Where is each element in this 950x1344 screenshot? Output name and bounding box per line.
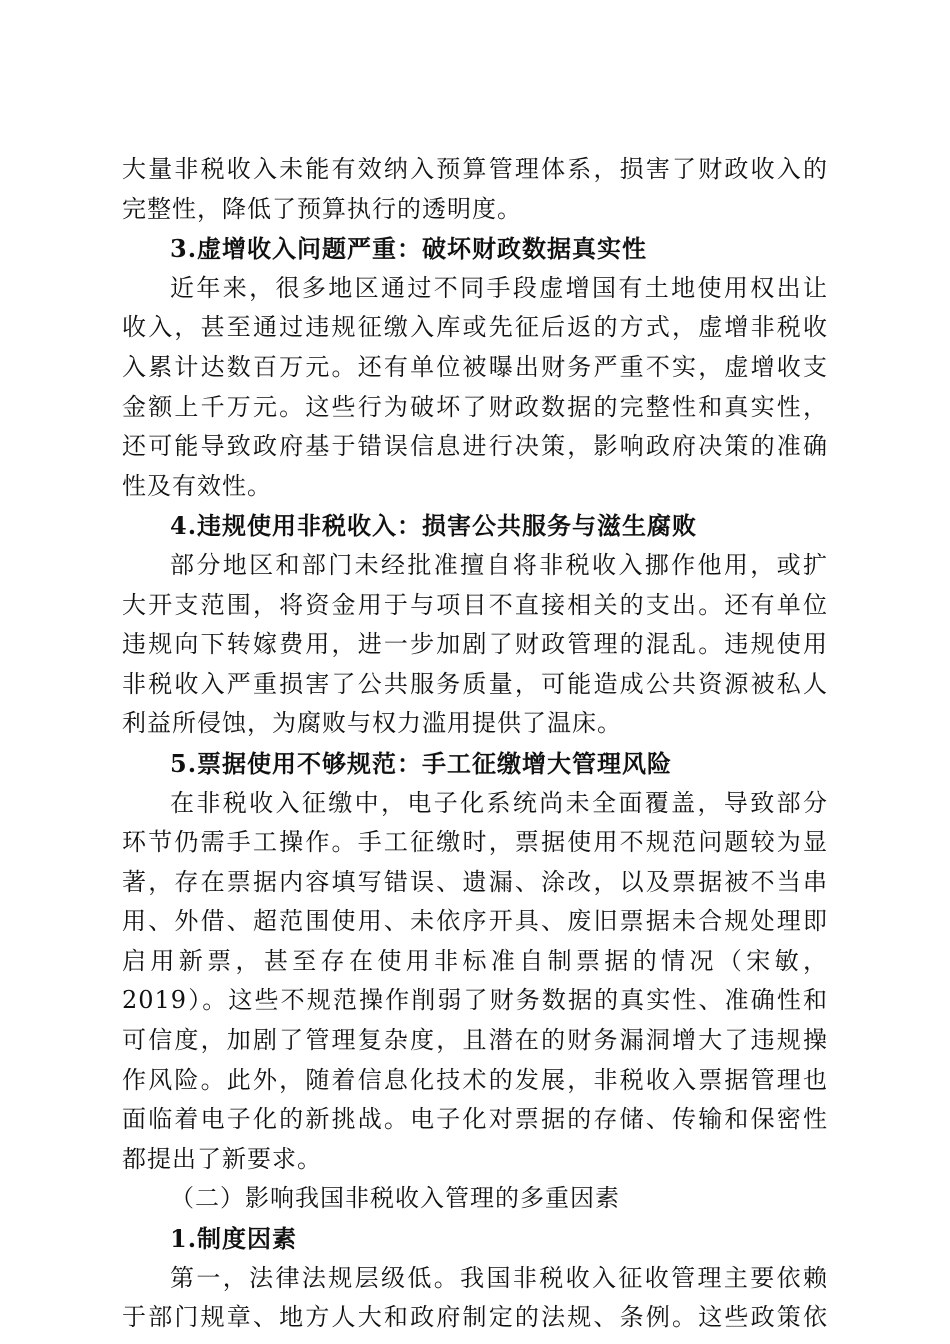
paragraph-line: 完整性，降低了预算执行的透明度。 <box>122 194 522 223</box>
paragraph-line: 还可能导致政府基于错误信息进行决策，影响政府决策的准确 <box>122 432 828 461</box>
paragraph-line: 可信度，加剧了管理复杂度，且潜在的财务漏洞增大了违规操 <box>122 1026 828 1055</box>
paragraph-line: 在非税收入征缴中，电子化系统尚未全面覆盖，导致部分 <box>170 788 828 817</box>
paragraph-line: 启用新票，甚至存在使用非标准自制票据的情况（宋敏， <box>122 946 828 975</box>
section-heading-2: （二）影响我国非税收入管理的多重因素 <box>170 1184 620 1213</box>
paragraph-line: 用、外借、超范围使用、未依序开具、废旧票据未合规处理即 <box>122 907 828 936</box>
subsection-heading-1: 1.制度因素 <box>170 1224 298 1254</box>
paragraph-line: 2019）。这些不规范操作削弱了财务数据的真实性、准确性和 <box>122 986 828 1015</box>
paragraph-line: 于部门规章、地方人大和政府制定的法规、条例。这些政策依 <box>122 1303 828 1332</box>
subsection-heading-4: 4.违规使用非税收入：损害公共服务与滋生腐败 <box>170 511 698 541</box>
document-page <box>122 150 828 1338</box>
paragraph-line: 环节仍需手工操作。手工征缴时，票据使用不规范问题较为显 <box>122 828 828 857</box>
subsection-heading-5: 5.票据使用不够规范：手工征缴增大管理风险 <box>170 748 673 778</box>
paragraph-line: 部分地区和部门未经批准擅自将非税收入挪作他用，或扩 <box>170 550 828 579</box>
paragraph-line: 违规向下转嫁费用，进一步加剧了财政管理的混乱。违规使用 <box>122 630 828 659</box>
paragraph-line: 性及有效性。 <box>122 471 272 500</box>
paragraph-line: 收入，甚至通过违规征缴入库或先征后返的方式，虚增非税收 <box>122 313 828 342</box>
paragraph-line: 第一，法律法规层级低。我国非税收入征收管理主要依赖 <box>170 1263 828 1292</box>
paragraph-line: 非税收入严重损害了公共服务质量，可能造成公共资源被私人 <box>122 669 828 698</box>
paragraph-line: 大开支范围，将资金用于与项目不直接相关的支出。还有单位 <box>122 590 828 619</box>
paragraph-line: 近年来，很多地区通过不同手段虚增国有土地使用权出让 <box>170 273 828 302</box>
paragraph-line: 入累计达数百万元。还有单位被曝出财务严重不实，虚增收支 <box>122 352 828 381</box>
paragraph-line: 金额上千万元。这些行为破坏了财政数据的完整性和真实性， <box>122 392 828 421</box>
paragraph-line: 大量非税收入未能有效纳入预算管理体系，损害了财政收入的 <box>122 155 828 183</box>
paragraph-line: 都提出了新要求。 <box>122 1144 322 1173</box>
paragraph-line: 作风险。此外，随着信息化技术的发展，非税收入票据管理也 <box>122 1065 828 1094</box>
paragraph-line: 面临着电子化的新挑战。电子化对票据的存储、传输和保密性 <box>122 1105 828 1134</box>
subsection-heading-3: 3.虚增收入问题严重：破坏财政数据真实性 <box>170 234 648 264</box>
paragraph-line: 著，存在票据内容填写错误、遗漏、涂改，以及票据被不当串 <box>122 867 828 896</box>
paragraph-line: 利益所侵蚀，为腐败与权力滥用提供了温床。 <box>122 709 622 738</box>
